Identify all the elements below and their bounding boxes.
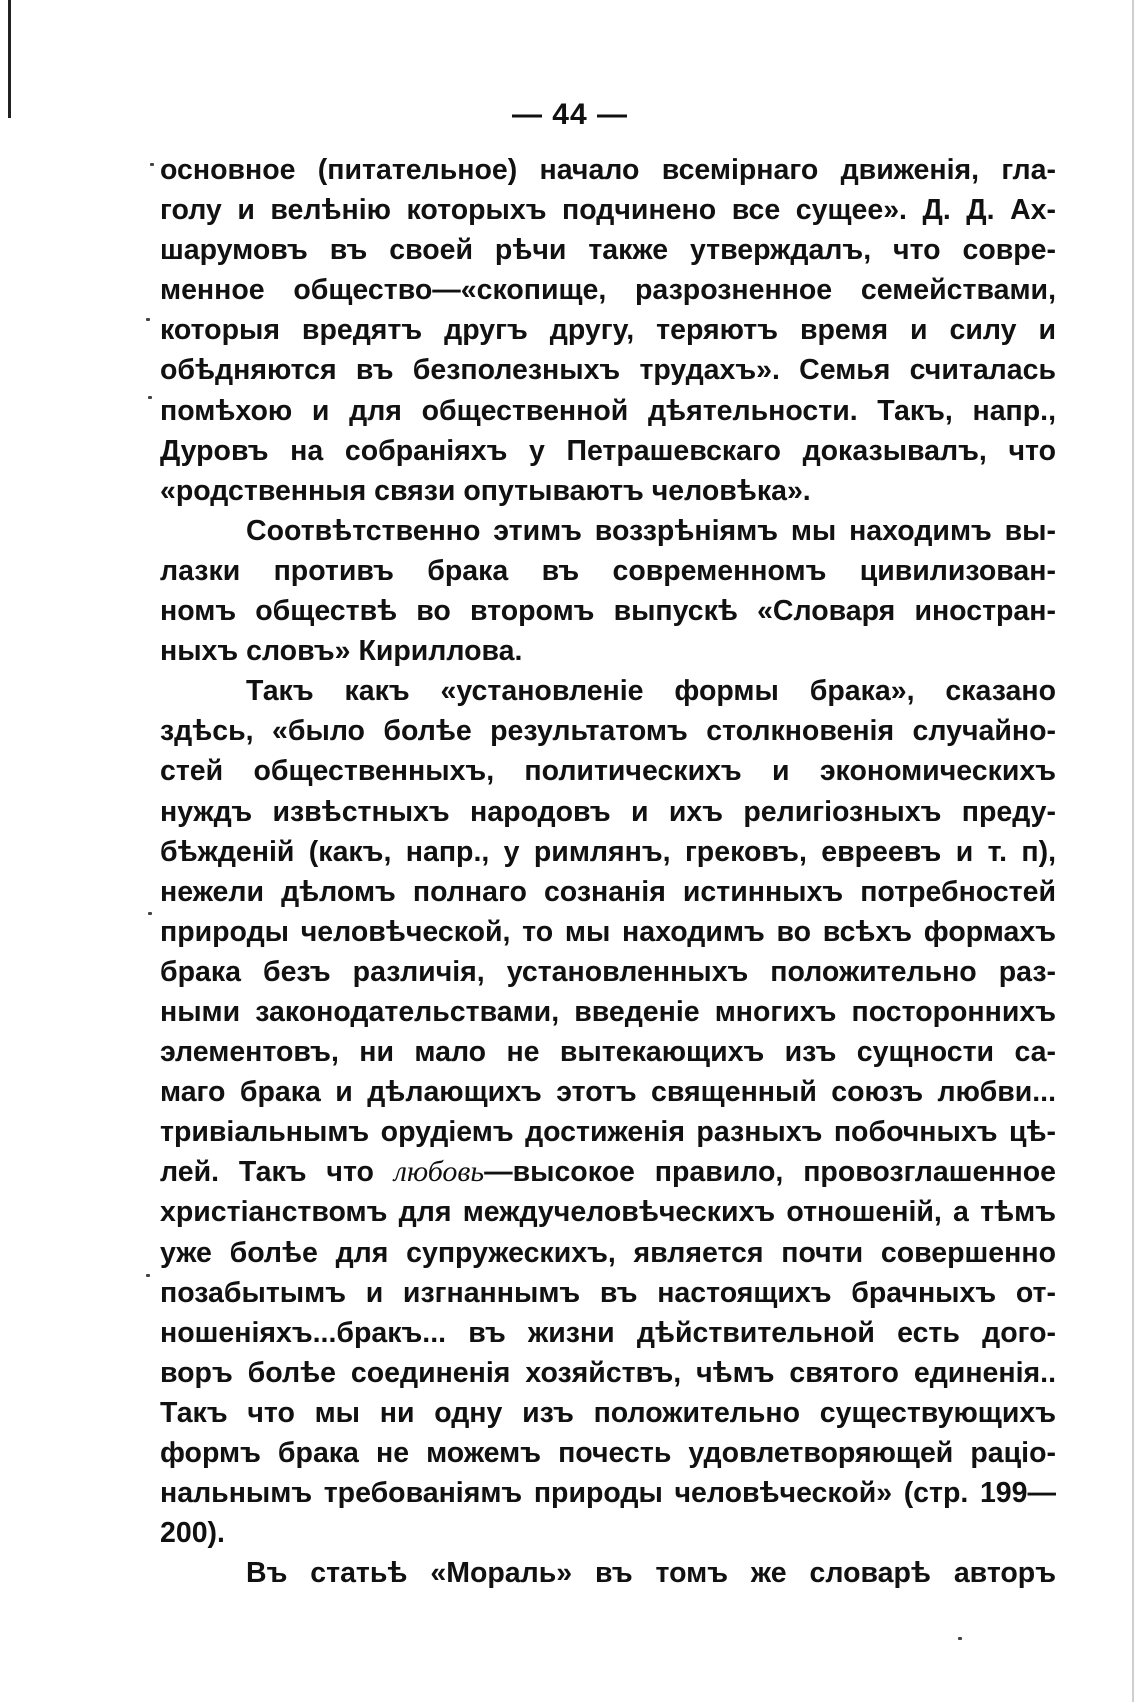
- text-line: [160, 952, 1056, 992]
- ink-speck: [150, 163, 154, 166]
- text-line-content: маго брака и дѣлающихъ этотъ священный союзъ любви...: [160, 1076, 1056, 1109]
- text-line: [160, 1112, 1056, 1152]
- text-line-content: 200).: [160, 1517, 225, 1550]
- text-line: [160, 391, 1056, 431]
- text-line: [160, 1473, 1056, 1513]
- text-line: [160, 591, 1056, 631]
- body-text: [160, 150, 1056, 1593]
- ink-speck: [958, 1637, 962, 1640]
- text-line: [160, 1553, 1056, 1593]
- text-line: [160, 992, 1056, 1032]
- text-line-content: номъ обществѣ во второмъ выпускѣ «Словаря иностран-: [160, 595, 1056, 628]
- text-line-content: «родственныя связи опутываютъ человѣка».: [160, 474, 811, 507]
- text-line: [160, 711, 1056, 751]
- text-line-content: голу и велѣнію которыхъ подчинено все сущее». Д. Д. Ах-: [160, 194, 1056, 227]
- text-line-content: формъ брака не можемъ почесть удовлетворяющей раціо-: [160, 1437, 1056, 1469]
- page-edge-line: [1132, 0, 1134, 1702]
- text-line-content: менное общество—«скопище, разрозненное семействами,: [160, 274, 1056, 307]
- text-line: [160, 1032, 1056, 1072]
- text-line-content: Такъ какъ «установленіе формы брака», сказано: [246, 675, 1056, 708]
- text-line: [160, 230, 1056, 270]
- text-line: [160, 1072, 1056, 1112]
- text-line-content: Такъ что мы ни одну изъ положительно существующихъ: [160, 1396, 1056, 1429]
- text-line-content: шарумовъ въ своей рѣчи также утверждалъ, что совре-: [160, 234, 1056, 267]
- text-line: [160, 310, 1056, 350]
- text-line-content: уже болѣе для супружескихъ, является почти совершенно: [160, 1236, 1056, 1269]
- text-line-content: обѣдняются въ безполезныхъ трудахъ». Семья считалась: [160, 354, 1056, 387]
- text-line: [160, 551, 1056, 591]
- text-line-content: которыя вредятъ другъ другу, теряютъ время и силу и: [160, 314, 1056, 347]
- text-line: [160, 631, 1056, 671]
- text-line-content: воръ болѣе соединенія хозяйствъ, чѣмъ святого единенія..: [160, 1356, 1056, 1389]
- text-line-content: лей. Такъ что: [160, 1156, 374, 1189]
- text-line-content: лазки противъ брака въ современномъ цивилизован-: [160, 554, 1056, 587]
- text-line-content: стей общественныхъ, политическихъ и экономическихъ: [160, 755, 1056, 788]
- text-line-content: нальнымъ требованіямъ природы человѣческой» (стр. 199—: [160, 1477, 1056, 1510]
- text-line: [160, 671, 1056, 711]
- text-line-content: Соотвѣтственно этимъ воззрѣніямъ мы находимъ вы-: [246, 514, 1056, 547]
- text-line-content: помѣхою и для общественной дѣятельности. Такъ, напр.,: [160, 394, 1056, 427]
- text-line: [160, 150, 1056, 190]
- text-line-content: позабытымъ и изгнаннымъ въ настоящихъ брачныхъ от-: [160, 1276, 1056, 1309]
- text-line: [160, 912, 1056, 952]
- ink-speck: [146, 318, 150, 321]
- text-line: [160, 872, 1056, 912]
- text-line: [160, 1513, 1056, 1553]
- text-line: [160, 1393, 1056, 1433]
- text-line-continuation: —высокое правило, провозглашенное: [484, 1156, 1056, 1189]
- page-number: — 44 —: [511, 98, 629, 131]
- text-line: [160, 751, 1056, 791]
- text-line-content: ныхъ словъ» Кириллова.: [160, 635, 523, 668]
- text-line: [160, 1433, 1056, 1473]
- emphasized-word: любовь: [393, 1155, 485, 1189]
- text-line: [160, 1353, 1056, 1393]
- text-line: [160, 350, 1056, 390]
- text-line: [160, 270, 1056, 310]
- text-line-content: нуждъ извѣстныхъ народовъ и ихъ религіозныхъ преду-: [160, 795, 1056, 828]
- text-line-content: бѣжденій (какъ, напр., у римлянъ, грековъ, евреевъ и т. п),: [160, 835, 1056, 868]
- text-line: [160, 431, 1056, 471]
- text-line: [160, 471, 1056, 511]
- ink-speck: [146, 1274, 150, 1277]
- text-line: [160, 511, 1056, 551]
- text-line-content: брака безъ различія, установленныхъ положительно раз-: [160, 955, 1056, 988]
- text-line-content: Въ статьѣ «Мораль» въ томъ же словарѣ авторъ: [246, 1557, 1056, 1590]
- text-line: [160, 1273, 1056, 1313]
- text-line: [160, 1233, 1056, 1273]
- text-line: [160, 1192, 1056, 1232]
- text-line-content: природы человѣческой, то мы находимъ во всѣхъ формахъ: [160, 915, 1056, 948]
- text-line: [160, 190, 1056, 230]
- text-line-content: ношеніяхъ...бракъ... въ жизни дѣйствительной есть дого-: [160, 1316, 1056, 1349]
- ink-speck: [148, 396, 152, 399]
- text-line: [160, 1313, 1056, 1353]
- text-line: [160, 832, 1056, 872]
- text-line-content: ными законодательствами, введеніе многихъ постороннихъ: [160, 995, 1056, 1028]
- text-line: [160, 792, 1056, 832]
- text-line: [160, 1152, 1056, 1192]
- text-line-content: христіанствомъ для междучеловѣческихъ отношеній, а тѣмъ: [160, 1196, 1056, 1229]
- text-line-content: здѣсь, «было болѣе результатомъ столкновенія случайно-: [160, 715, 1056, 748]
- text-line-content: Дуровъ на собраніяхъ у Петрашевскаго доказывалъ, что: [160, 434, 1056, 467]
- text-line-content: элементовъ, ни мало не вытекающихъ изъ сущности са-: [160, 1036, 1056, 1069]
- text-line-content: тривіальнымъ орудіемъ достиженія разныхъ побочныхъ цѣ-: [160, 1116, 1056, 1149]
- ink-speck: [148, 912, 152, 915]
- text-line-content: нежели дѣломъ полнаго сознанія истинныхъ потребностей: [160, 875, 1056, 908]
- text-line-content: основное (питательное) начало всемірнаго движенія, гла-: [160, 154, 1056, 186]
